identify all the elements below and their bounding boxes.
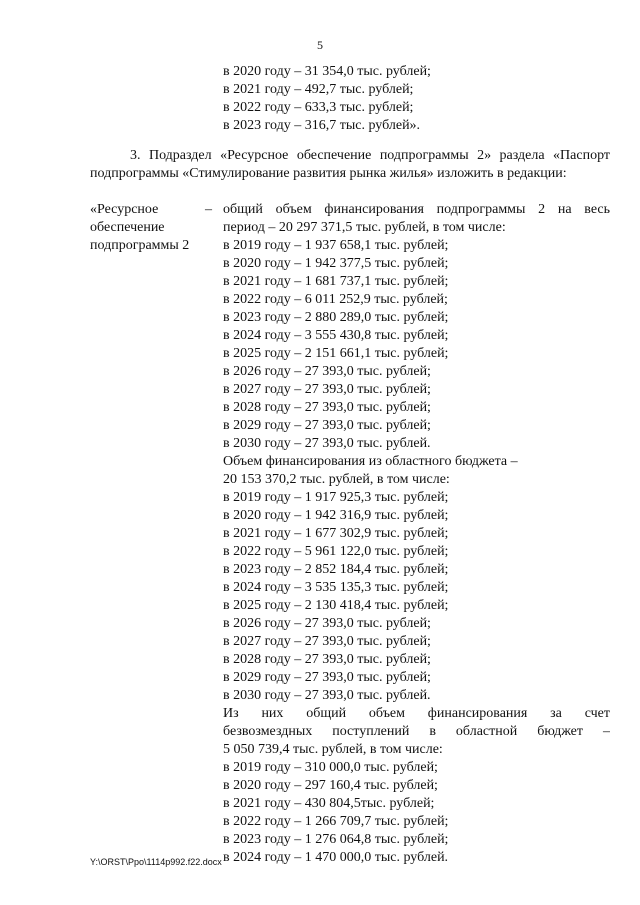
label-line: подпрограммы 2 (90, 238, 190, 253)
list-item: в 2020 году – 1 942 316,9 тыс. рублей; (223, 508, 449, 523)
list-item: в 2027 году – 27 393,0 тыс. рублей; (223, 382, 431, 397)
paragraph-line: подпрограммы «Стимулирование развития рынка жилья» изложить в редакции: (90, 166, 567, 181)
list-item: в 2023 году – 316,7 тыс. рублей». (223, 118, 421, 133)
grants-line: Из них общий объем финансирования за счет (223, 706, 610, 721)
list-item: в 2019 году – 1 917 925,3 тыс. рублей; (223, 490, 449, 505)
top-year-list (223, 63, 431, 135)
list-item: в 2022 году – 6 011 252,9 тыс. рублей; (223, 292, 448, 307)
grants-line: 5 050 739,4 тыс. рублей, в том числе: (223, 742, 443, 757)
list-item: в 2019 году – 310 000,0 тыс. рублей; (223, 760, 438, 775)
list-item: в 2020 году – 31 354,0 тыс. рублей; (223, 64, 431, 79)
file-path-footer: Y:\ORST\Ppo\1114p992.f22.docx (90, 857, 222, 867)
list-item: в 2028 году – 27 393,0 тыс. рублей; (223, 400, 431, 415)
list-item: в 2024 году – 1 470 000,0 тыс. рублей. (223, 850, 449, 865)
list-item: в 2023 году – 2 852 184,4 тыс. рублей; (223, 562, 449, 577)
page-number: 5 (317, 38, 323, 52)
label-line: «Ресурсное (90, 202, 159, 217)
list-item: в 2030 году – 27 393,0 тыс. рублей. (223, 688, 431, 703)
intro-line: общий объем финансирования подпрограммы 2 на весь (223, 202, 610, 217)
list-item: в 2021 году – 1 677 302,9 тыс. рублей; (223, 526, 449, 541)
list-item: в 2022 году – 5 961 122,0 тыс. рублей; (223, 544, 449, 559)
list-item: в 2021 году – 492,7 тыс. рублей; (223, 82, 414, 97)
regional-line: Объем финансирования из областного бюджета – (223, 454, 518, 469)
label-dash: – (205, 202, 212, 217)
list-item: в 2024 году – 3 535 135,3 тыс. рублей; (223, 580, 449, 595)
list-item: в 2022 году – 633,3 тыс. рублей; (223, 100, 414, 115)
intro-line: период – 20 297 371,5 тыс. рублей, в том числе: (223, 220, 506, 235)
section-label (90, 201, 210, 255)
list-item: в 2019 году – 1 937 658,1 тыс. рублей; (223, 238, 449, 253)
amendment-paragraph (90, 147, 610, 183)
list-item: в 2023 году – 1 276 064,8 тыс. рублей; (223, 832, 449, 847)
regional-line: 20 153 370,2 тыс. рублей, в том числе: (223, 472, 450, 487)
list-item: в 2025 году – 2 130 418,4 тыс. рублей; (223, 598, 449, 613)
list-item: в 2021 году – 430 804,5тыс. рублей; (223, 796, 435, 811)
list-item: в 2029 году – 27 393,0 тыс. рублей; (223, 670, 431, 685)
list-item: в 2021 году – 1 681 737,1 тыс. рублей; (223, 274, 449, 289)
label-line: обеспечение (90, 220, 165, 235)
list-item: в 2027 году – 27 393,0 тыс. рублей; (223, 634, 431, 649)
list-item: в 2020 году – 1 942 377,5 тыс. рублей; (223, 256, 449, 271)
list-item: в 2020 году – 297 160,4 тыс. рублей; (223, 778, 438, 793)
list-item: в 2026 году – 27 393,0 тыс. рублей; (223, 616, 431, 631)
list-item: в 2029 году – 27 393,0 тыс. рублей; (223, 418, 431, 433)
grants-line: безвозмездных поступлений в областной бюджет – (223, 724, 610, 739)
list-item: в 2022 году – 1 266 709,7 тыс. рублей; (223, 814, 449, 829)
list-item: в 2030 году – 27 393,0 тыс. рублей. (223, 436, 431, 451)
list-item: в 2023 году – 2 880 289,0 тыс. рублей; (223, 310, 449, 325)
list-item: в 2025 году – 2 151 661,1 тыс. рублей; (223, 346, 449, 361)
list-item: в 2026 году – 27 393,0 тыс. рублей; (223, 364, 431, 379)
paragraph-line: 3. Подраздел «Ресурсное обеспечение подпрограммы 2» раздела «Паспорт (130, 148, 610, 163)
funding-details (223, 201, 610, 867)
list-item: в 2024 году – 3 555 430,8 тыс. рублей; (223, 328, 449, 343)
list-item: в 2028 году – 27 393,0 тыс. рублей; (223, 652, 431, 667)
